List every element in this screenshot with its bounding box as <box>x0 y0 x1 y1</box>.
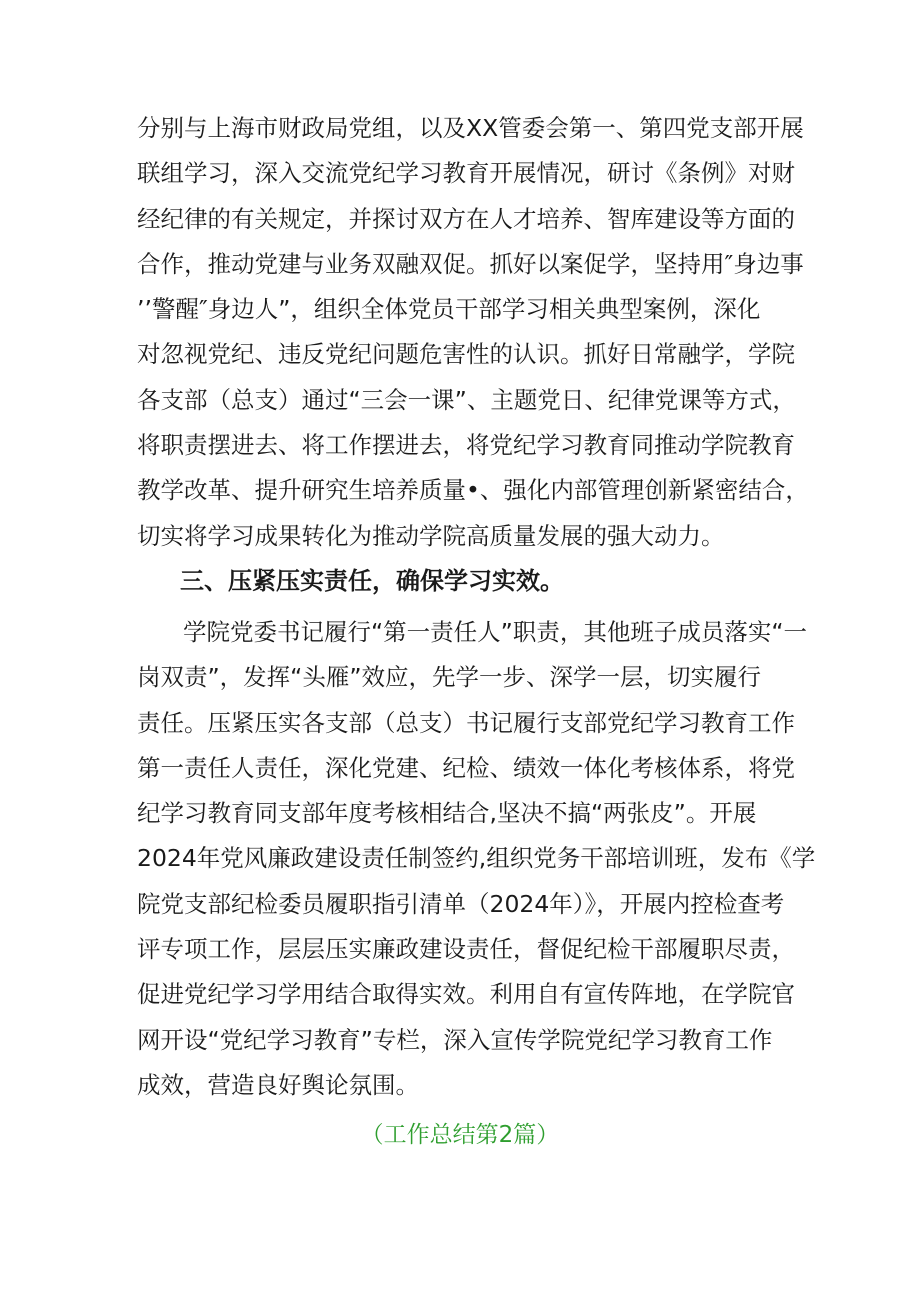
paragraph-line: 第一责任人责任，深化党建、纪检、绩效一体化考核体系，将党 <box>137 753 795 782</box>
section-footer-label: （工作总结第2篇） <box>360 1122 560 1148</box>
body-paragraph-1 <box>137 106 809 559</box>
paragraph-line: 院党支部纪检委员履职指引清单（2024年）》，开展内控检查考 <box>137 889 785 918</box>
paragraph-line: 责任。压紧压实各支部（总支）书记履行支部党纪学习教育工作 <box>137 708 795 737</box>
paragraph-line: ’’警醒″身边人”，组织全体党员干部学习相关典型案例，深化 <box>137 295 761 324</box>
paragraph-line: 切实将学习成果转化为推动学院高质量发展的强大动力。 <box>137 521 725 550</box>
paragraph-line: 将职责摆进去、将工作摆进去，将党纪学习教育同推动学院教育 <box>137 431 795 460</box>
body-paragraph-2 <box>137 610 816 1108</box>
paragraph-line: 纪学习教育同支部年度考核相结合,坚决不搞“两张皮”。开展 <box>137 799 757 828</box>
paragraph-line: 促进党纪学习学用结合取得实效。利用自有宣传阵地，在学院官 <box>137 980 795 1009</box>
paragraph-line: 评专项工作，层层压实廉政建设责任，督促纪检干部履职尽责， <box>137 935 795 964</box>
paragraph-line: 2024年党风廉政建设责任制签约,组织党务干部培训班，发布《学 <box>137 844 816 873</box>
paragraph-line: 合作，推动党建与业务双融双促。抓好以案促学，坚持用″身边事 <box>137 249 804 278</box>
paragraph-line: 各支部（总支）通过“三会一课”、主题党日、纪律党课等方式， <box>137 385 796 414</box>
paragraph-line: 学院党委书记履行“第一责任人”职责，其他班子成员落实“一 <box>183 618 808 646</box>
paragraph-line: 分别与上海市财政局党组，以及XX管委会第一、第四党支部开展 <box>137 114 804 142</box>
section-heading-3: 三、压紧压实责任，确保学习实效。 <box>180 567 564 595</box>
paragraph-line: 岗双责”，发挥“头雁”效应，先学一步、深学一层，切实履行 <box>137 663 762 692</box>
paragraph-line: 成效，营造良好舆论氛围。 <box>137 1070 419 1099</box>
paragraph-line: 网开设“党纪学习教育”专栏，深入宣传学院党纪学习教育工作 <box>137 1025 773 1054</box>
paragraph-line: 经纪律的有关规定，并探讨双方在人才培养、智库建设等方面的 <box>137 204 795 233</box>
paragraph-line: 联组学习，深入交流党纪学习教育开展情况，研讨《条例》对财 <box>137 159 795 188</box>
paragraph-line: 对忽视党纪、违反党纪问题危害性的认识。抓好日常融学，学院 <box>137 340 795 369</box>
paragraph-line: 教学改革、提升研究生培养质量•、强化内部管理创新紧密结合， <box>137 476 809 505</box>
